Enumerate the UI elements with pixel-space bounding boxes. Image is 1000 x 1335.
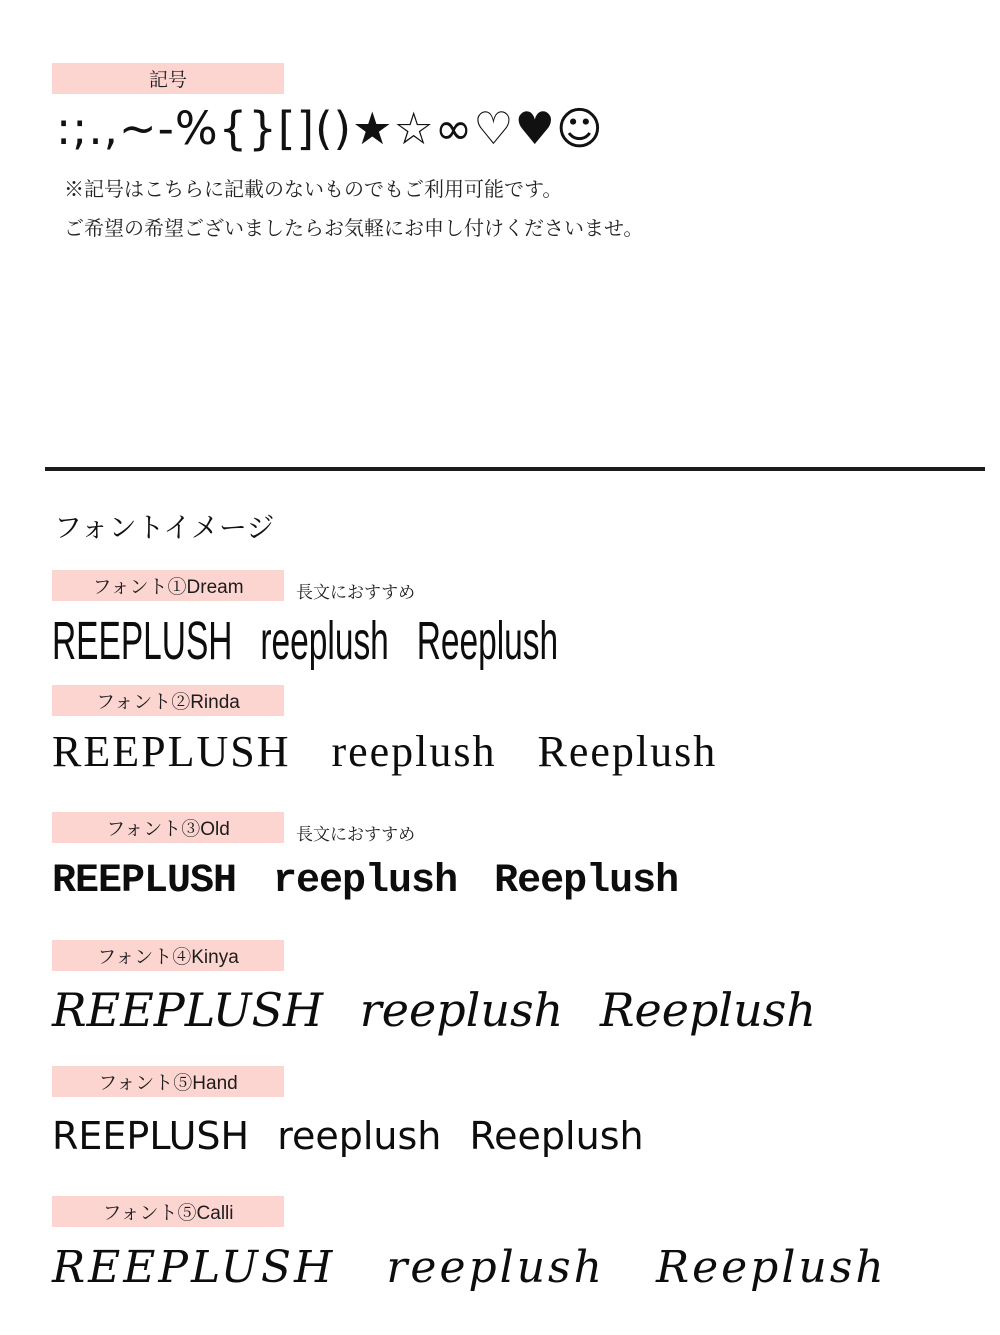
symbols-section-label [52,63,284,94]
font-calli-sample: REEPLUSH reeplush Reeplush [52,1242,887,1293]
font-label-hand-text: フォント⑤Hand [98,1073,238,1094]
font-label-rinda-text: フォント②Rinda [96,692,240,713]
font-label-calli-text: フォント⑤Calli [102,1203,234,1224]
font-kinya-sample: REEPLUSH reeplush Reeplush [52,983,816,1037]
font-label-old-text: フォント③Old [106,819,230,840]
symbols-note-line-2: ご希望の希望ございましたらお気軽にお申し付けくださいませ。 [64,218,644,240]
available-symbols-list: :;.,~-%{}[]()★☆∞♡♥☺ [56,102,604,155]
font-image-heading: フォントイメージ [54,512,275,543]
font-label-calli [52,1196,284,1227]
font-hand-sample: REEPLUSH reeplush Reeplush [52,1114,644,1158]
font-dream-recommend-note: 長文におすすめ [296,583,416,602]
font-old-recommend-note: 長文におすすめ [296,825,416,844]
symbols-section-label-text: 記号 [148,70,187,91]
font-label-dream [52,570,284,601]
font-old-sample: REEPLUSH reeplush Reeplush [52,859,679,904]
font-label-old [52,812,284,843]
font-dream-sample: REEPLUSH reeplush Reeplush [52,611,559,671]
symbols-note-line-1: ※記号はこちらに記載のないものでもご利用可能です。 [64,179,563,201]
font-rinda-sample: REEPLUSH reeplush Reeplush [52,727,718,776]
font-label-kinya [52,940,284,971]
section-divider [45,467,985,471]
font-label-kinya-text: フォント④Kinya [97,947,239,968]
font-label-rinda [52,685,284,716]
font-label-dream-text: フォント①Dream [92,577,244,598]
font-label-hand [52,1066,284,1097]
